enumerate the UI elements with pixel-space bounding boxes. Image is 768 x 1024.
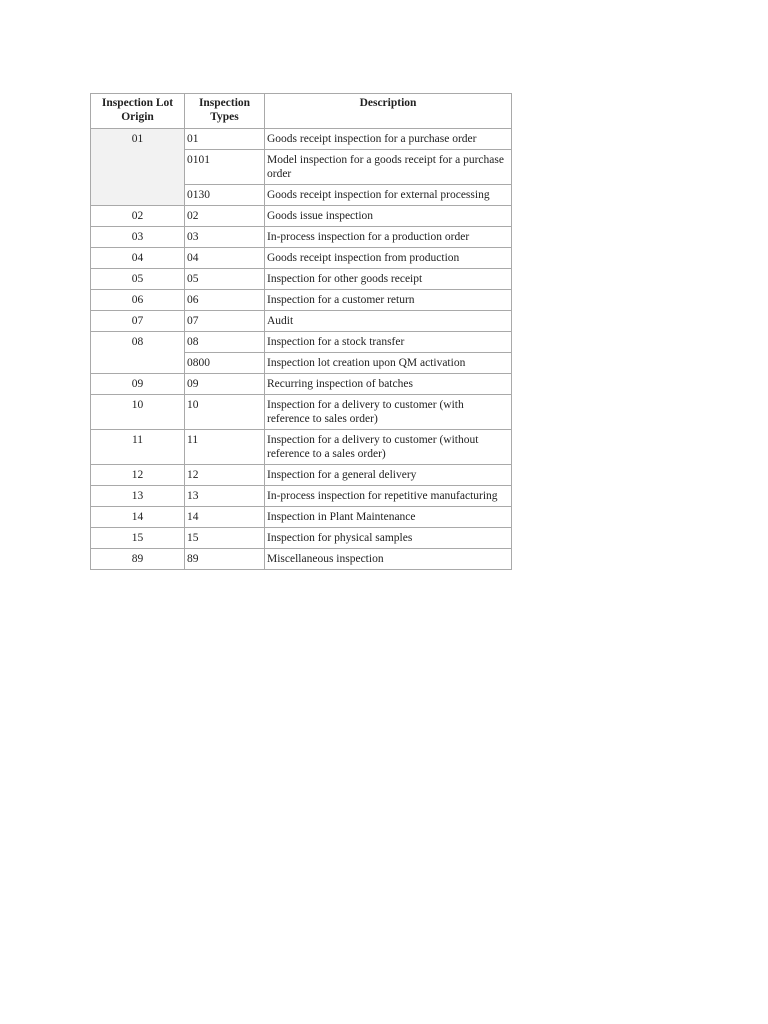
description-cell: Inspection for a delivery to customer (without reference to a sales order): [265, 430, 512, 465]
inspection-lot-origin-cell: 04: [91, 248, 185, 269]
inspection-lot-origin-cell: 13: [91, 486, 185, 507]
table-row: [91, 248, 512, 269]
inspection-type-cell: 0800: [185, 353, 265, 374]
table-row: [91, 549, 512, 570]
inspection-type-cell: 05: [185, 269, 265, 290]
inspection-type-cell: 04: [185, 248, 265, 269]
description-cell: Audit: [265, 311, 512, 332]
inspection-type-cell: 12: [185, 465, 265, 486]
inspection-type-cell: 15: [185, 528, 265, 549]
description-cell: Inspection for a customer return: [265, 290, 512, 311]
inspection-type-cell: 01: [185, 129, 265, 150]
table-body: [91, 129, 512, 570]
inspection-type-cell: 08: [185, 332, 265, 353]
header-row: [91, 94, 512, 129]
inspection-lot-origin-cell: 05: [91, 269, 185, 290]
inspection-lot-origin-cell: 15: [91, 528, 185, 549]
inspection-lot-origin-cell: 09: [91, 374, 185, 395]
inspection-lot-origin-cell: 89: [91, 549, 185, 570]
inspection-type-cell: 09: [185, 374, 265, 395]
description-cell: Inspection for other goods receipt: [265, 269, 512, 290]
inspection-lot-origin-cell: 11: [91, 430, 185, 465]
inspection-lot-origin-cell: 08: [91, 332, 185, 374]
table-row: [91, 430, 512, 465]
table-row: [91, 486, 512, 507]
header-inspection-types: Inspection Types: [185, 94, 265, 129]
description-cell: Recurring inspection of batches: [265, 374, 512, 395]
inspection-type-cell: 07: [185, 311, 265, 332]
header-inspection-lot-origin: Inspection Lot Origin: [91, 94, 185, 129]
description-cell: Goods receipt inspection for a purchase order: [265, 129, 512, 150]
table-row: [91, 507, 512, 528]
inspection-lot-origin-cell: 03: [91, 227, 185, 248]
inspection-type-cell: 11: [185, 430, 265, 465]
inspection-lot-origin-cell: 06: [91, 290, 185, 311]
description-cell: Inspection for a stock transfer: [265, 332, 512, 353]
table-row: [91, 290, 512, 311]
table-row: [91, 465, 512, 486]
table-row: [91, 129, 512, 150]
inspection-lot-origin-cell: 14: [91, 507, 185, 528]
inspection-type-cell: 13: [185, 486, 265, 507]
inspection-lot-origin-cell: 12: [91, 465, 185, 486]
description-cell: In-process inspection for repetitive manufacturing: [265, 486, 512, 507]
description-cell: Goods issue inspection: [265, 206, 512, 227]
inspection-type-cell: 06: [185, 290, 265, 311]
description-cell: Miscellaneous inspection: [265, 549, 512, 570]
header-description: Description: [265, 94, 512, 129]
table-row: [91, 528, 512, 549]
inspection-type-cell: 89: [185, 549, 265, 570]
table-row: [91, 227, 512, 248]
inspection-type-cell: 10: [185, 395, 265, 430]
inspection-type-cell: 0130: [185, 185, 265, 206]
description-cell: In-process inspection for a production order: [265, 227, 512, 248]
inspection-types-table: [90, 93, 512, 570]
description-cell: Inspection lot creation upon QM activation: [265, 353, 512, 374]
inspection-types-table-container: [90, 93, 511, 570]
table-row: [91, 269, 512, 290]
inspection-lot-origin-cell: 01: [91, 129, 185, 206]
inspection-lot-origin-cell: 02: [91, 206, 185, 227]
table-row: [91, 395, 512, 430]
description-cell: Goods receipt inspection for external processing: [265, 185, 512, 206]
table-row: [91, 332, 512, 353]
table-row: [91, 206, 512, 227]
table-row: [91, 374, 512, 395]
inspection-type-cell: 03: [185, 227, 265, 248]
inspection-lot-origin-cell: 10: [91, 395, 185, 430]
inspection-lot-origin-cell: 07: [91, 311, 185, 332]
inspection-type-cell: 02: [185, 206, 265, 227]
table-header: [91, 94, 512, 129]
inspection-type-cell: 0101: [185, 150, 265, 185]
description-cell: Model inspection for a goods receipt for a purchase order: [265, 150, 512, 185]
description-cell: Inspection for physical samples: [265, 528, 512, 549]
description-cell: Inspection for a delivery to customer (with reference to sales order): [265, 395, 512, 430]
description-cell: Goods receipt inspection from production: [265, 248, 512, 269]
inspection-type-cell: 14: [185, 507, 265, 528]
table-row: [91, 311, 512, 332]
description-cell: Inspection for a general delivery: [265, 465, 512, 486]
description-cell: Inspection in Plant Maintenance: [265, 507, 512, 528]
